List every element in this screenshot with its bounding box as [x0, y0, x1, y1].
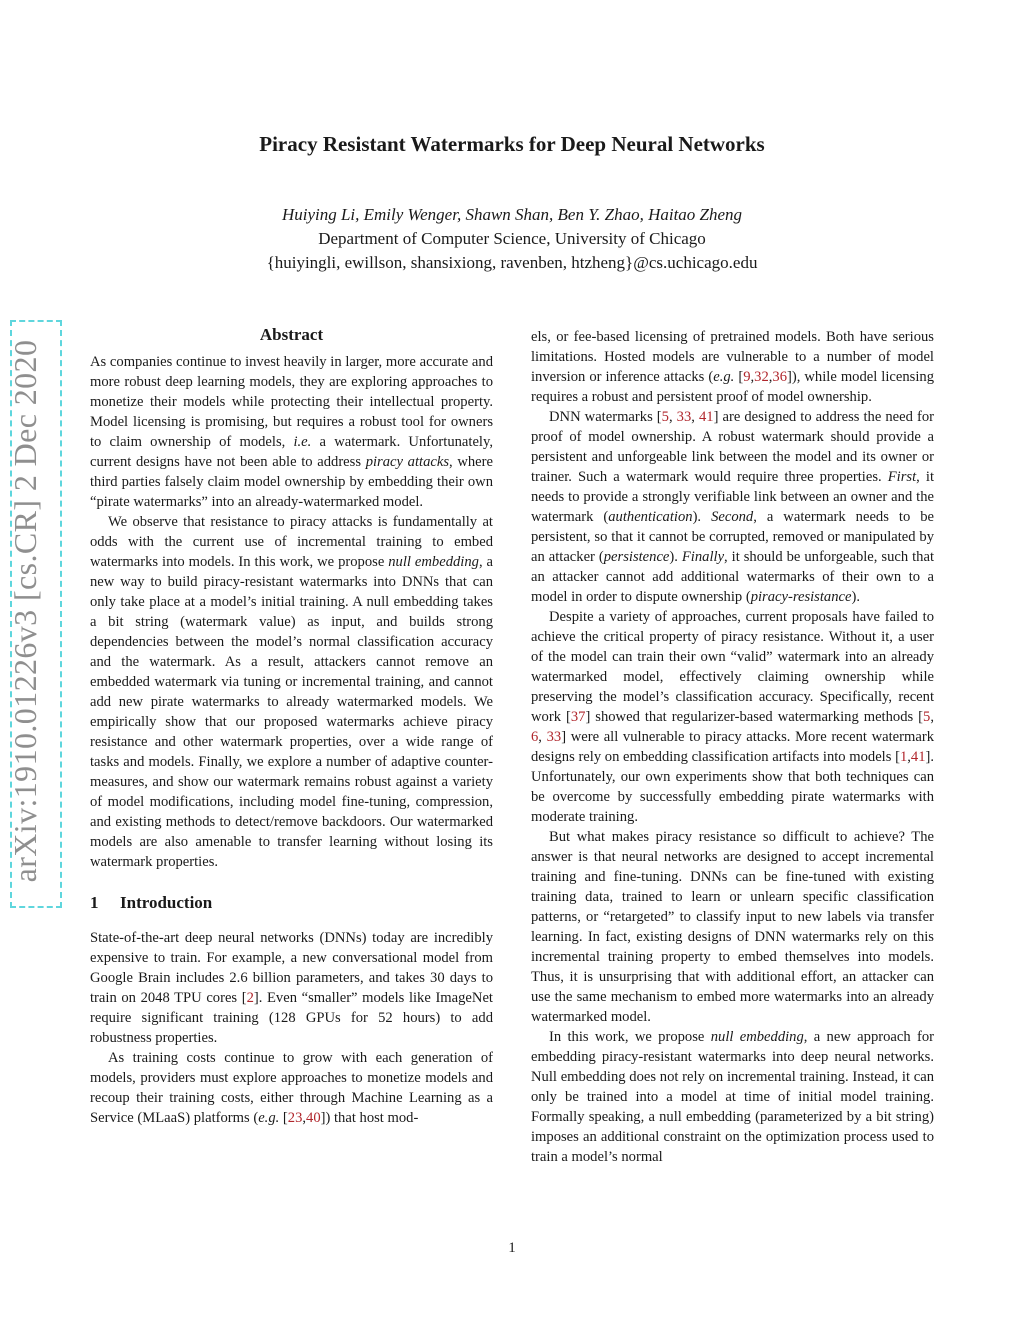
citation-link[interactable]: 41 — [698, 409, 714, 425]
citation-link[interactable]: 6 — [531, 729, 539, 745]
citation-link[interactable]: 1 — [899, 749, 908, 765]
intro-paragraph-1: State-of-the-art deep neural networks (DNNs) today are incredibly expensive to train. For example, a new conversational model from Google Brain includes 2.6 billion parameters, and takes 30 days to train on 2048 TPU cores [2]. Even “smaller” models like ImageNet require significant training (128 GPUs for 52 hours) to add robustness properties. — [90, 930, 493, 1046]
abstract-paragraph-2: We observe that resistance to piracy attacks is fundamentally at odds with the current use of incremental training to embed watermarks into models. In this work, we propose null embedding, a new way to build piracy-resistant watermarks into DNNs that can only take place at a model’s initial training. A null embedding takes a bit string (watermark value) as input, and builds strong dependencies between the model’s normal classification accuracy and the watermark. As a result, attackers cannot remove an embedded watermark via tuning or incremental training, and cannot add new pirate watermarks to already watermarked models. We empirically show that our proposed watermarks achieve piracy resistance and other watermark properties, over a wide range of tasks and models. Finally, we explore a number of adaptive counter-measures, and show our watermark remains robust against a variety of model modifications, including model fine-tuning, compression, and existing methods to detect/remove backdoors. Our watermarked models are also amenable to transfer learning without losing its watermark properties. — [90, 514, 494, 870]
intro-paragraph-6: In this work, we propose null embedding, a new approach for embedding piracy-resistant watermarks into deep neural networks. Null embedding does not rely on incremental training. Instead, it can only be trained into a model at time of initial model training. Formally speaking, a null embedding (parameterized by a bit string) imposes an additional constraint on the optimization process used to train a model’s normal — [531, 1029, 934, 1165]
left-column — [90, 324, 493, 1128]
arxiv-identifier[interactable]: arXiv:1910.01226v3 [cs.CR] 2 Dec 2020 — [7, 339, 43, 883]
abstract-paragraph-1: As companies continue to invest heavily in larger, more accurate and more robust deep learning models, they are exploring approaches to monetize their models while protecting their intellectual property. Model licensing is promising, but requires a robust tool for owners to claim ownership of models, i.e. a watermark. Unfortunately, current designs have not been able to address piracy attacks, where third parties falsely claim model ownership by embedding their own “pirate watermarks” into an already-watermarked model. — [90, 354, 493, 510]
citation-link[interactable]: 9 — [743, 369, 751, 385]
paper-title: Piracy Resistant Watermarks for Deep Neural Networks — [259, 132, 765, 156]
citation-link[interactable]: 37 — [570, 709, 586, 725]
author-emails: {huiyingli, ewillson, shansixiong, ravenben, htzheng}@cs.uchicago.edu — [266, 253, 758, 272]
section-heading-introduction: 1 Introduction — [90, 893, 213, 912]
citation-link[interactable]: 5 — [923, 709, 931, 725]
affiliation: Department of Computer Science, University of Chicago — [318, 229, 706, 248]
citation-link[interactable]: 5 — [661, 409, 669, 425]
citation-link[interactable]: 41 — [910, 749, 926, 765]
citation-link[interactable]: 2 — [246, 990, 254, 1006]
intro-paragraph-2-fragment: ]) that host mod- — [320, 1110, 419, 1126]
citation-link[interactable]: 33 — [676, 409, 692, 425]
citation-link[interactable]: 40 — [306, 1110, 321, 1126]
page-number: 1 — [508, 1240, 516, 1256]
intro-paragraph-2-continued: els, or fee-based licensing of pretrained models. Both have serious limitations. Hosted models are vulnerable to a number of model inversion or inference attacks (e.g. [9,32,36]), while model licensing requires a robust and persistent proof of model ownership. — [531, 329, 934, 405]
citation-link[interactable]: 23 — [287, 1110, 303, 1126]
citation-link[interactable]: 32 — [754, 369, 769, 385]
intro-paragraph-3: DNN watermarks [5, 33, 41] are designed to address the need for proof of model ownership. A robust watermark should provide a persistent and unforgeable link between the model and its owner or trainer. Such a watermark would require three properties. First, it needs to provide a strongly verifiable link between an owner and the watermark (authentication). Second, a watermark needs to be persistent, so that it cannot be corrupted, removed or manipulated by an attacker (persistence). Finally, it should be unforgeable, such that an attacker cannot add additional watermarks of their own to a model in order to dispute ownership (piracy-resistance). — [531, 409, 934, 605]
right-column — [531, 327, 934, 1167]
citation-link[interactable]: 33 — [546, 729, 562, 745]
intro-paragraph-5: But what makes piracy resistance so difficult to achieve? The answer is that neural networks are designed to accept incremental training and fine-tuning. DNNs can be fine-tuned with existing training data, trained to learn or unlearn specific classification patterns, or “retargeted” to classify input to new labels via transfer learning. In fact, existing designs of DNN watermarks rely on this incremental training property to embed themselves into models. Thus, it is unsurprising that with additional effort, an attacker can use the same mechanism to embed more watermarks into an already watermarked model. — [531, 829, 934, 1025]
citation-link[interactable]: 36 — [772, 369, 787, 385]
author-list: Huiying Li, Emily Wenger, Shawn Shan, Ben Y. Zhao, Haitao Zheng — [281, 205, 743, 224]
abstract-heading: Abstract — [259, 325, 324, 344]
intro-paragraph-2: As training costs continue to grow with each generation of models, providers must explore approaches to monetize models and recoup their training costs, either through Machine Learning as a Service (MLaaS) platforms (e.g. [23,40]) that host mod- — [90, 1050, 493, 1126]
intro-paragraph-4: Despite a variety of approaches, current proposals have failed to achieve the critical property of piracy resistance. Without it, a user of the model can train their own “valid” watermark into an already watermarked model, effectively claiming ownership while preserving the model’s classification accuracy. Specifically, recent work [37] showed that regularizer-based watermarking methods [5, 6, 33] were all vulnerable to piracy attacks. More recent watermark designs rely on embedding classification artifacts into models [1,41]. Unfortunately, our own experiments show that both techniques can be overcome by successfully embedding pirate watermarks with moderate training. — [531, 609, 934, 825]
